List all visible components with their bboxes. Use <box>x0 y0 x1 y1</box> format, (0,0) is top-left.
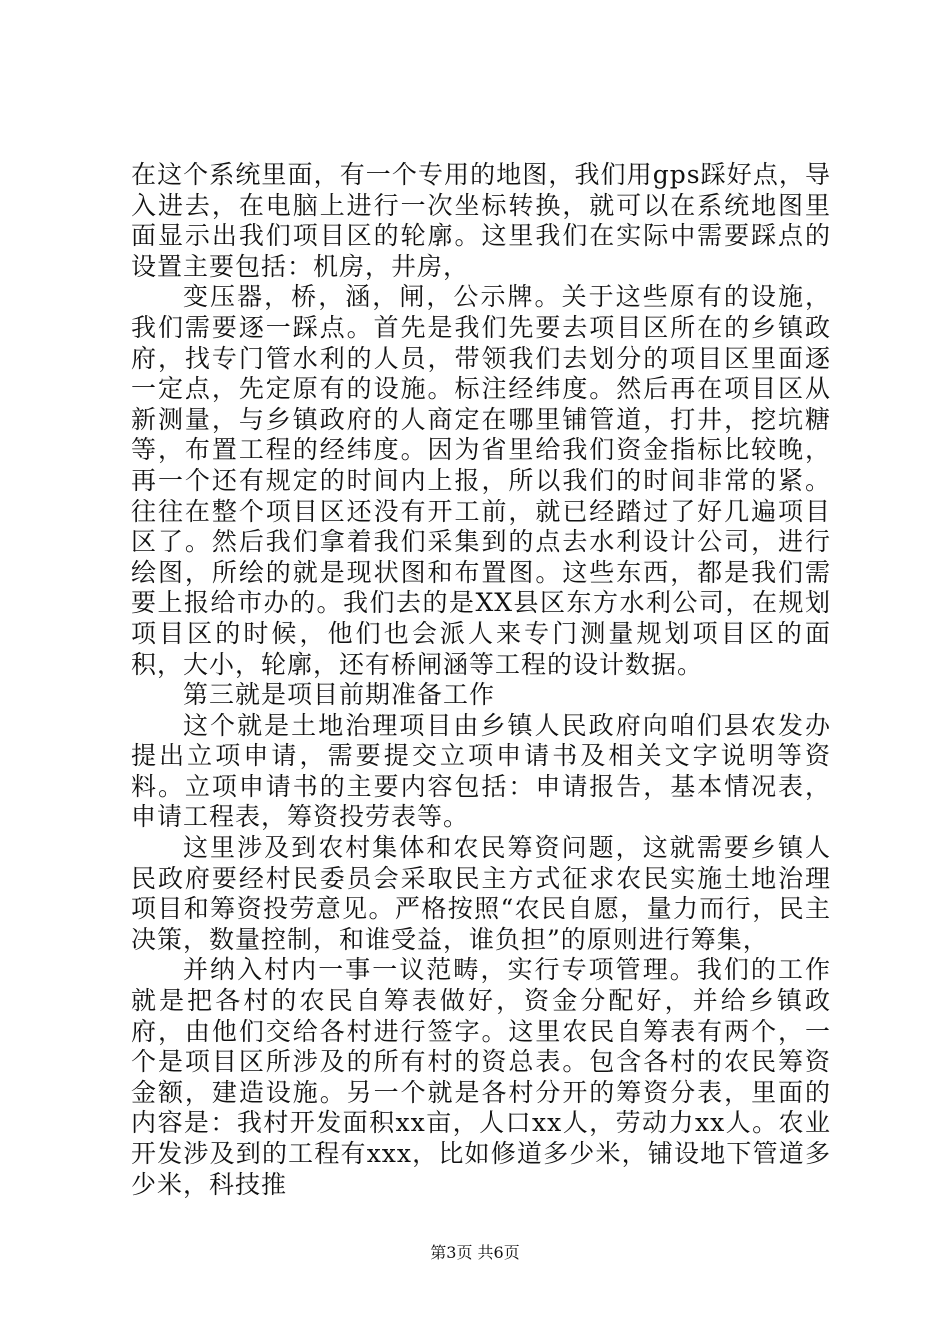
document-body <box>131 160 831 1200</box>
paragraph-1: 在这个系统里面，有一个专用的地图，我们用gps踩好点，导入进去，在电脑上进行一次坐标转换，就可以在系统地图里面显示出我们项目区的轮廓。这里我们在实际中需要踩点的设置主要包括：机房，井房， <box>131 160 831 281</box>
page-number-footer: 第3页 共6页 <box>430 1243 520 1262</box>
paragraph-2: 变压器，桥，涵，闸，公示牌。关于这些原有的设施，我们需要逐一踩点。首先是我们先要去项目区所在的乡镇政府，找专门管水利的人员，带领我们去划分的项目区里面逐一定点，先定原有的设施。标注经纬度。然后再在项目区从新测量，与乡镇政府的人商定在哪里铺管道，打井，挖坑糖等，布置工程的经纬度。因为省里给我们资金指标比较晚，再一个还有规定的时间内上报，所以我们的时间非常的紧。往往在整个项目区还没有开工前，就已经踏过了好几遍项目区了。然后我们拿着我们采集到的点去水利设计公司，进行绘图，所绘的就是现状图和布置图。这些东西，都是我们需要上报给市办的。我们去的是XX县区东方水利公司，在规划项目区的时候，他们也会派人来专门测量规划项目区的面积，大小，轮廓，还有桥闸涵等工程的设计数据。 <box>131 282 831 679</box>
paragraph-4: 这里涉及到农村集体和农民筹资问题，这就需要乡镇人民政府要经村民委员会采取民主方式征求农民实施土地治理项目和筹资投劳意见。严格按照“农民自愿，量力而行，民主决策，数量控制，和谁受益，谁负担”的原则进行筹集， <box>131 833 831 954</box>
paragraph-5: 并纳入村内一事一议范畴，实行专项管理。我们的工作就是把各村的农民自筹表做好，资金分配好，并给乡镇政府，由他们交给各村进行签字。这里农民自筹表有两个，一个是项目区所涉及的所有村的资总表。包含各村的农民筹资金额，建造设施。另一个就是各村分开的筹资分表，里面的内容是：我村开发面积xx亩，人口xx人，劳动力xx人。农业开发涉及到的工程有xxx，比如修道多少米，铺设地下管道多少米，科技推 <box>131 955 831 1199</box>
section-heading: 第三就是项目前期准备工作 <box>183 680 496 710</box>
paragraph-3: 这个就是土地治理项目由乡镇人民政府向咱们县农发办提出立项申请，需要提交立项申请书及相关文字说明等资料。立项申请书的主要内容包括：申请报告，基本情况表，申请工程表，筹资投劳表等。 <box>131 710 831 832</box>
